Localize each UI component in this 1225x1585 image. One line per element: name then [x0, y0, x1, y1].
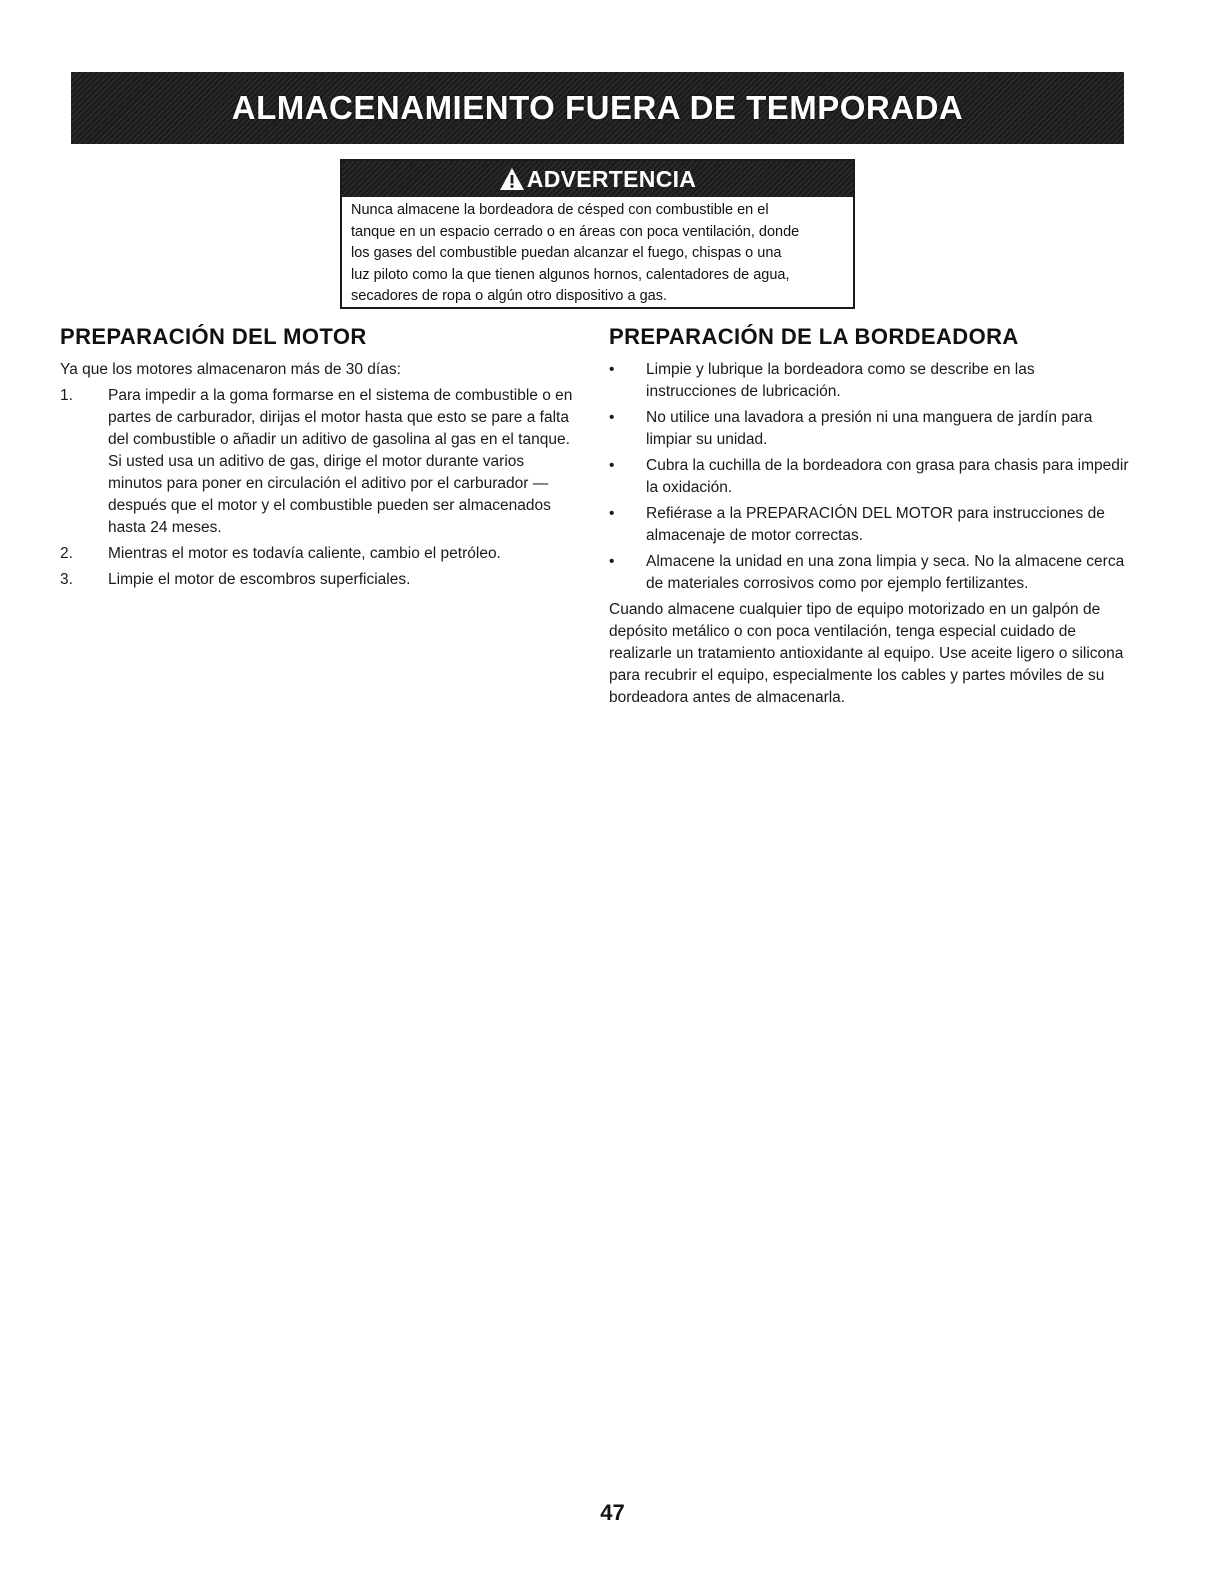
motor-section [60, 324, 580, 591]
page-number: 47 [600, 1500, 625, 1525]
warning-line: tanque en un espacio cerrado o en áreas con poca ventilación, donde [351, 223, 800, 240]
warning-text [342, 197, 853, 308]
bullet-text: Limpie y lubrique la bordeadora como se describe en las instrucciones de lubricación. [646, 361, 1035, 400]
bullet-icon: • [609, 457, 615, 474]
step-text: Para impedir a la goma formarse en el sistema de combustible o en partes de carburador, dirijas el motor hasta que esto se pare a falta del combustible o añadir un aditivo de gasolina al gas en el tanque. Si usted usa un aditivo de gas, dirige el motor durante varios minutos para poner en circulación el aditivo por el carburador — después que el motor y el combustible pueden ser almacenados hasta 24 meses. [108, 387, 573, 536]
storage-paragraph: Cuando almacene cualquier tipo de equipo motorizado en un galpón de depósito metálico o con poca ventilación, tenga especial cuidado de realizarle un tratamiento antioxidante al equipo. Use aceite ligero o silicona para recubrir el equipo, especialmente los cables y partes móviles de su bordeadora antes de almacenarla. [609, 601, 1124, 706]
list-item [60, 543, 580, 565]
bullet-text: Almacene la unidad en una zona limpia y seca. No la almacene cerca de materiales corrosivos como por ejemplo fertilizantes. [646, 553, 1125, 592]
trimmer-section-heading: PREPARACIÓN DE LA BORDEADORA [609, 324, 1019, 349]
trimmer-section [609, 324, 1129, 709]
trimmer-bullet-list [609, 359, 1129, 595]
bullet-icon: • [609, 553, 615, 570]
bullet-icon: • [609, 361, 615, 378]
step-number: 3. [60, 571, 73, 588]
motor-intro: Ya que los motores almacenaron más de 30 días: [60, 361, 401, 378]
banner-title: ALMACENAMIENTO FUERA DE TEMPORADA [231, 89, 964, 126]
warning-box [340, 159, 855, 309]
bullet-text: No utilice una lavadora a presión ni una manguera de jardín para limpiar su unidad. [646, 409, 1093, 448]
list-item [609, 359, 1129, 403]
motor-steps-list [60, 385, 580, 591]
warning-line: luz piloto como la que tienen algunos hornos, calentadores de agua, [351, 266, 790, 283]
warning-header [342, 161, 853, 197]
warning-line: los gases del combustible puedan alcanzar el fuego, chispas o una [351, 245, 782, 261]
list-item [60, 385, 580, 539]
list-item [609, 407, 1129, 451]
bullet-icon: • [609, 409, 615, 426]
list-item [60, 569, 580, 591]
bullet-text: Refiérase a la PREPARACIÓN DEL MOTOR para instrucciones de almacenaje de motor correctas. [646, 505, 1105, 544]
step-text: Mientras el motor es todavía caliente, cambio el petróleo. [108, 545, 501, 562]
warning-line: Nunca almacene la bordeadora de césped con combustible en el [351, 202, 769, 218]
step-text: Limpie el motor de escombros superficiales. [108, 571, 411, 588]
bullet-text: Cubra la cuchilla de la bordeadora con grasa para chasis para impedir la oxidación. [646, 457, 1129, 496]
step-number: 1. [60, 387, 73, 404]
motor-section-heading: PREPARACIÓN DEL MOTOR [60, 324, 367, 349]
list-item [609, 503, 1129, 547]
warning-triangle-icon [499, 167, 525, 191]
warning-line: secadores de ropa o algún otro dispositivo a gas. [351, 288, 667, 304]
step-number: 2. [60, 545, 73, 562]
list-item [609, 551, 1129, 595]
page-banner [71, 72, 1124, 144]
warning-title: ADVERTENCIA [526, 165, 697, 192]
bullet-icon: • [609, 505, 615, 522]
list-item [609, 455, 1129, 499]
